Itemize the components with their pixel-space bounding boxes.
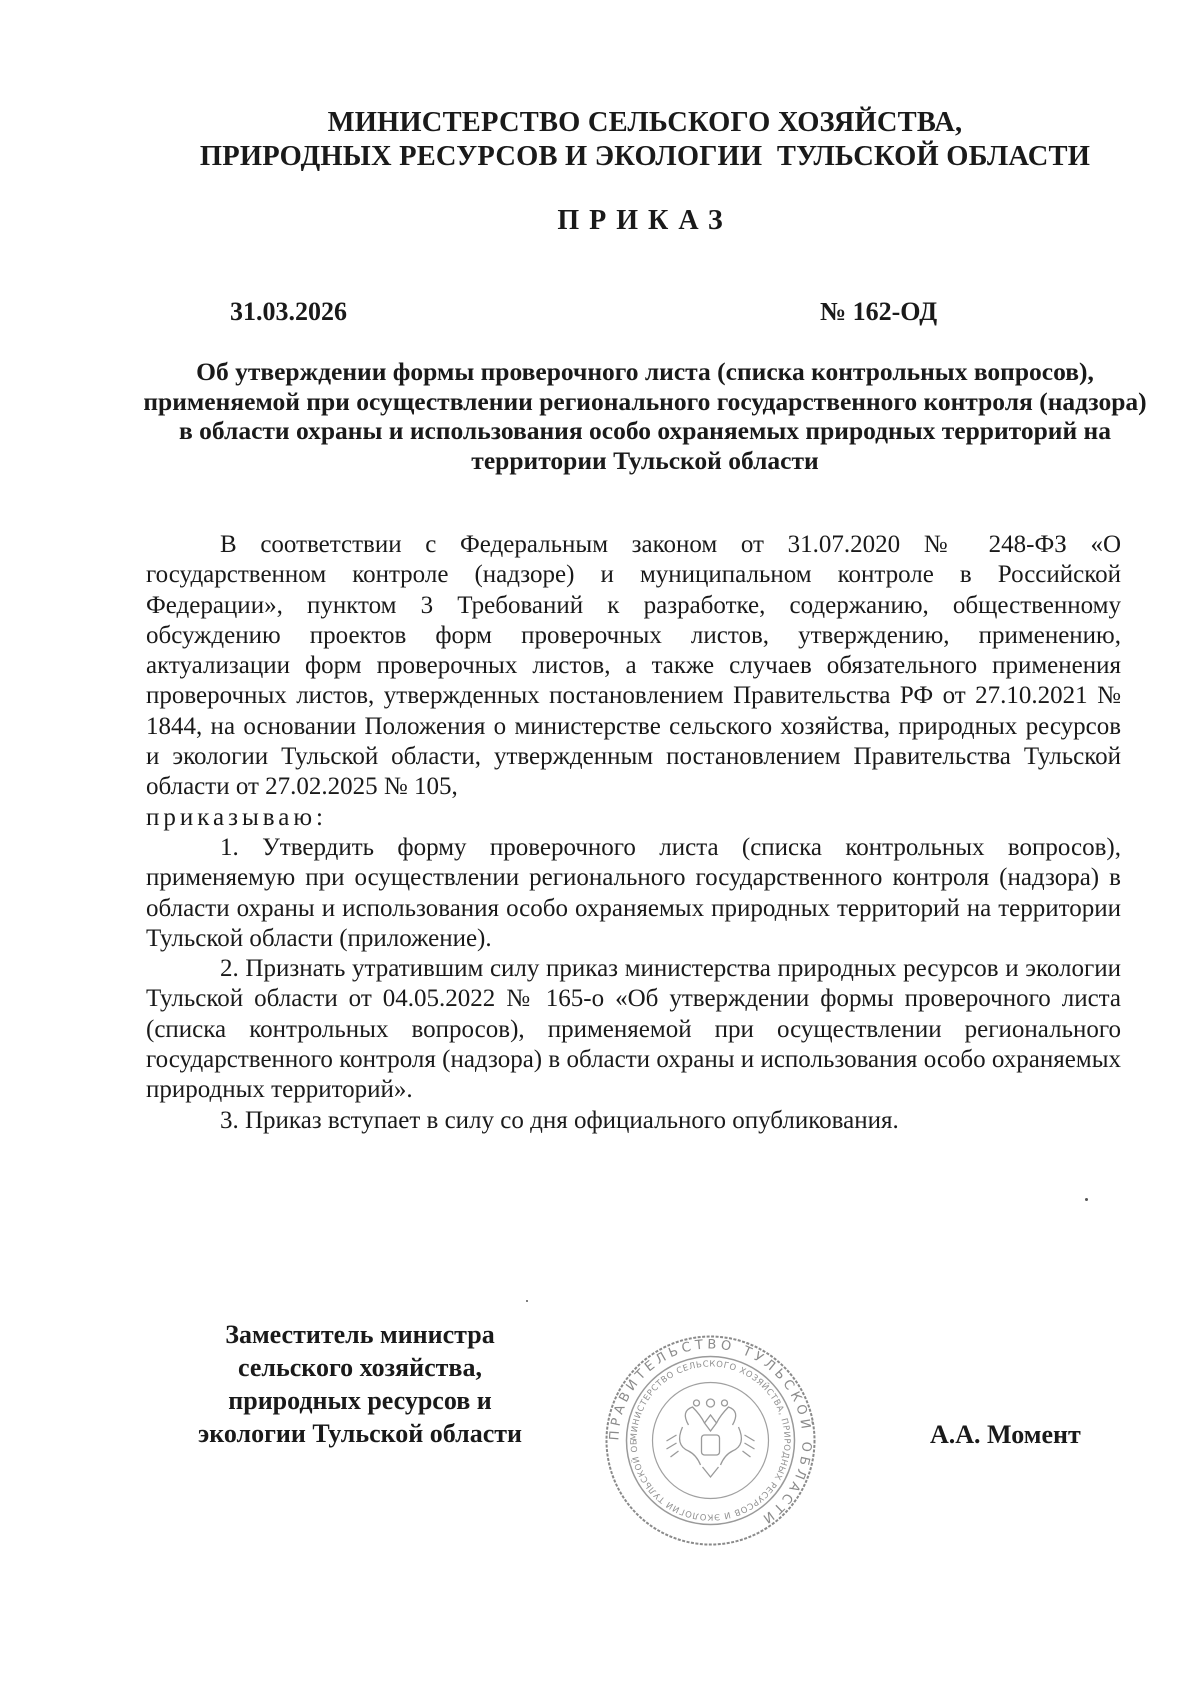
order-heading: ПРИКАЗ [557, 205, 733, 236]
order-verb: приказываю: [146, 803, 327, 831]
seal-outer-text-path: ПРАВИТЕЛЬСТВО ТУЛЬСКОЙ ОБЛАСТИ [607, 1337, 814, 1528]
signer-position-line-1: Заместитель министра [225, 1320, 495, 1349]
seal-graphic [603, 1333, 818, 1548]
order-number: № 162-ОД [820, 297, 938, 326]
signer-position-line-4: экологии Тульской области [197, 1419, 522, 1448]
order-title: Об утверждении формы проверочного листа (списка контрольных вопросов), применяемой при осуществлении регионального государственного контроля (надзора) в области охраны и использования особо охраняемых природных территорий на территории Тульской области [143, 357, 1147, 475]
seal-middle-ring [627, 1357, 795, 1525]
ministry-header-line-2: ПРИРОДНЫХ РЕСУРСОВ И ЭКОЛОГИИ ТУЛЬСКОЙ ОБЛАСТИ [199, 141, 1091, 172]
signer-position-line-3: природных ресурсов и [228, 1386, 492, 1415]
ministry-header-line-1: МИНИСТЕРСТВО СЕЛЬСКОГО ХОЗЯЙСТВА, [327, 107, 963, 138]
order-body [146, 530, 1121, 1136]
order-date: 31.03.2026 [230, 297, 347, 326]
order-item-1: 1. Утвердить форму проверочного листа (списка контрольных вопросов), применяемую при осуществлении регионального государственного контроля (надзора) в области охраны и использования особо охраняемых природных территорий на территории Тульской области (приложение). [146, 833, 1121, 952]
scan-speck [1085, 1198, 1088, 1201]
order-item-2: 2. Признать утратившим силу приказ министерства природных ресурсов и экологии Тульской области от 04.05.2022 № 165-о «Об утверждении формы проверочного листа (списка контрольных вопросов), применяемой при осуществлении регионального государственного контроля (надзора) в области охраны и использования особо охраняемых природных территорий». [146, 955, 1121, 1104]
scan-speck [526, 1300, 528, 1302]
signer-position [175, 1318, 545, 1450]
official-seal [603, 1333, 818, 1548]
signer-position-line-2: сельского хозяйства, [238, 1353, 482, 1382]
seal-inner-ring [653, 1383, 769, 1499]
seal-inner-text-path: МИНИСТЕРСТВО СЕЛЬСКОГО ХОЗЯЙСТВА, ПРИРОДНЫХ РЕСУРСОВ И ЭКОЛОГИИ ТУЛЬСКОЙ ОБ [629, 1359, 792, 1522]
order-item-3: 3. Приказ вступает в силу со дня официального опубликования. [220, 1106, 899, 1134]
coat-of-arms-emblem [667, 1399, 755, 1477]
signer-name: А.А. Момент [930, 1420, 1081, 1449]
preamble-paragraph: В соответствии с Федеральным законом от 31.07.2020 № 248-ФЗ «О государственном контроле (надзоре) и муниципальном контроле в Российской Федерации», пунктом 3 Требований к разработке, содержанию, общественному обсуждению проектов форм проверочных листов, утверждению, применению, актуализации форм проверочных листов, а также случаев обязательного применения проверочных листов, утвержденных постановлением Правительства РФ от 27.10.2021 № 1844, на основании Положения о министерстве сельского хозяйства, природных ресурсов и экологии Тульской области, утвержденным постановлением Правительства Тульской области от 27.02.2025 № 105, [146, 531, 1121, 801]
ministry-header [0, 106, 1200, 174]
